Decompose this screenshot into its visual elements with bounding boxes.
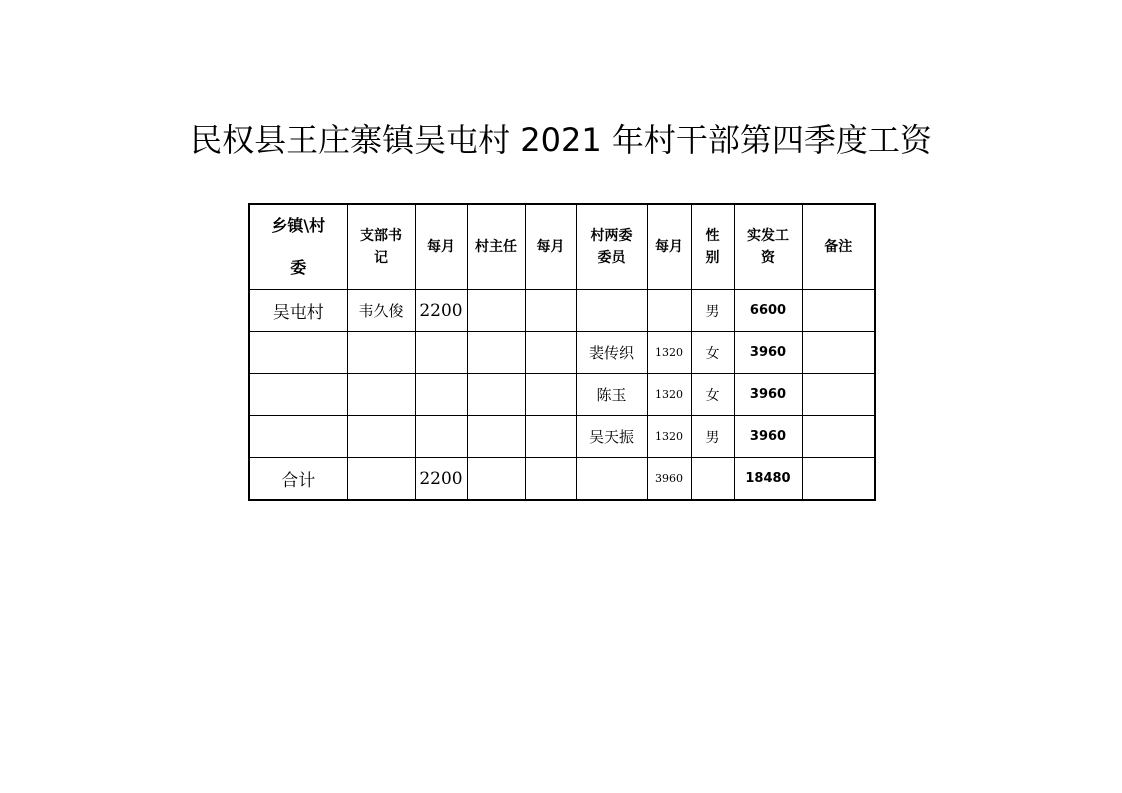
header-village-line2: 委 xyxy=(290,258,307,277)
total-remarks xyxy=(802,458,875,501)
cell-gender: 男 xyxy=(691,416,734,458)
total-gender xyxy=(691,458,734,501)
total-monthly-1: 2200 xyxy=(415,458,467,501)
header-paid xyxy=(734,204,802,290)
header-remarks: 备注 xyxy=(802,204,875,290)
cell-secretary: 韦久俊 xyxy=(347,290,415,332)
table-row xyxy=(249,374,875,416)
total-secretary xyxy=(347,458,415,501)
cell-village: 吴屯村 xyxy=(249,290,347,332)
cell-village xyxy=(249,332,347,374)
header-monthly-3: 每月 xyxy=(647,204,691,290)
cell-monthly-2 xyxy=(525,374,576,416)
cell-monthly-1 xyxy=(415,332,467,374)
header-monthly-1: 每月 xyxy=(415,204,467,290)
cell-gender: 女 xyxy=(691,374,734,416)
total-label: 合计 xyxy=(249,458,347,501)
header-members-line2: 委员 xyxy=(597,250,626,266)
header-gender-line1: 性 xyxy=(705,228,720,244)
cell-remarks xyxy=(802,416,875,458)
total-member xyxy=(576,458,647,501)
cell-monthly-3: 1320 xyxy=(647,416,691,458)
cell-member xyxy=(576,290,647,332)
cell-paid: 3960 xyxy=(734,416,802,458)
cell-director xyxy=(467,416,525,458)
header-village xyxy=(249,204,347,290)
cell-monthly-3 xyxy=(647,290,691,332)
cell-member: 裴传织 xyxy=(576,332,647,374)
cell-village xyxy=(249,416,347,458)
table-row xyxy=(249,290,875,332)
cell-monthly-3: 1320 xyxy=(647,374,691,416)
cell-monthly-1 xyxy=(415,416,467,458)
header-director: 村主任 xyxy=(467,204,525,290)
header-paid-line1: 实发工 xyxy=(747,228,789,244)
cell-paid: 6600 xyxy=(734,290,802,332)
cell-monthly-3: 1320 xyxy=(647,332,691,374)
header-secretary-line2: 记 xyxy=(374,250,388,266)
cell-paid: 3960 xyxy=(734,374,802,416)
header-paid-line2: 资 xyxy=(761,250,775,266)
header-secretary xyxy=(347,204,415,290)
header-members-line1: 村两委 xyxy=(590,228,633,244)
total-director xyxy=(467,458,525,501)
cell-member: 陈玉 xyxy=(576,374,647,416)
cell-village xyxy=(249,374,347,416)
header-members xyxy=(576,204,647,290)
table-header-row xyxy=(249,204,875,290)
total-monthly-3: 3960 xyxy=(647,458,691,501)
cell-remarks xyxy=(802,332,875,374)
table-row xyxy=(249,416,875,458)
header-gender xyxy=(691,204,734,290)
cell-monthly-2 xyxy=(525,290,576,332)
header-gender-line2: 别 xyxy=(705,250,720,266)
cell-gender: 女 xyxy=(691,332,734,374)
cell-secretary xyxy=(347,374,415,416)
cell-secretary xyxy=(347,332,415,374)
cell-secretary xyxy=(347,416,415,458)
document-title: 民权县王庄寨镇吴屯村 2021 年村干部第四季度工资 xyxy=(190,121,932,159)
header-secretary-line1: 支部书 xyxy=(360,228,402,244)
total-paid: 18480 xyxy=(734,458,802,501)
cell-paid: 3960 xyxy=(734,332,802,374)
cell-monthly-1 xyxy=(415,374,467,416)
table-row xyxy=(249,332,875,374)
total-monthly-2 xyxy=(525,458,576,501)
cell-monthly-1: 2200 xyxy=(415,290,467,332)
total-row xyxy=(249,458,875,501)
cell-monthly-2 xyxy=(525,416,576,458)
cell-gender: 男 xyxy=(691,290,734,332)
cell-director xyxy=(467,290,525,332)
cell-director xyxy=(467,332,525,374)
cell-remarks xyxy=(802,290,875,332)
header-monthly-2: 每月 xyxy=(525,204,576,290)
cell-monthly-2 xyxy=(525,332,576,374)
header-village-line1: 乡镇\村 xyxy=(271,216,326,235)
cell-member: 吴天振 xyxy=(576,416,647,458)
cell-remarks xyxy=(802,374,875,416)
salary-table xyxy=(248,203,876,501)
cell-director xyxy=(467,374,525,416)
